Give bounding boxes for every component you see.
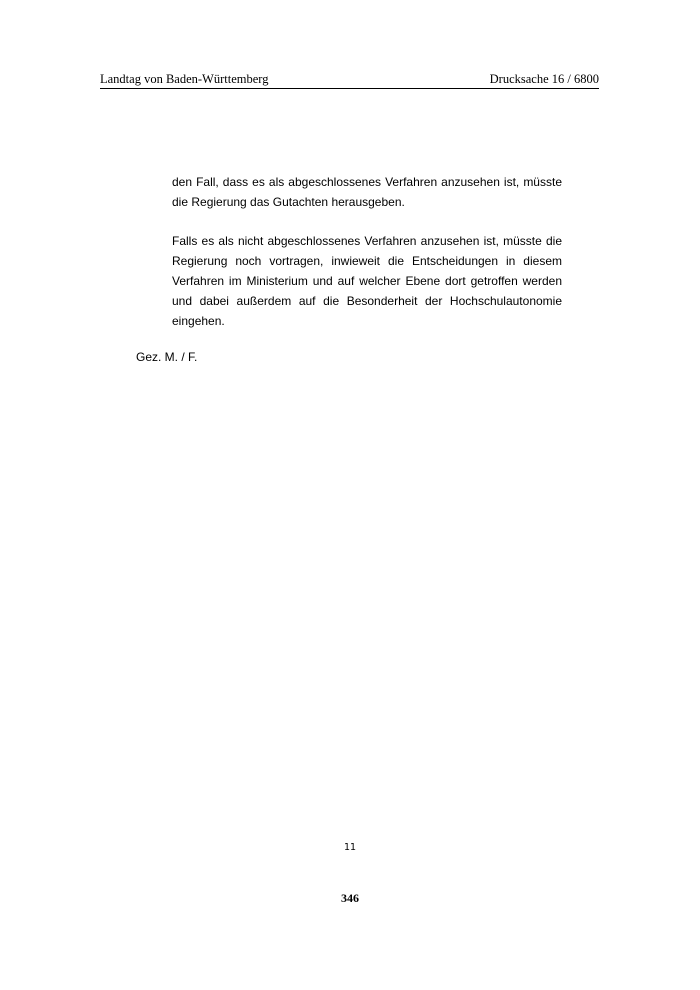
signature-line: Gez. M. / F. bbox=[136, 350, 198, 364]
page-header bbox=[100, 70, 599, 89]
body-paragraph-2: Falls es als nicht abgeschlossenes Verfahren anzusehen ist, müsste die Regierung noch vortragen, inwieweit die Entscheidungen in diesem Verfahren im Ministerium und auf welcher Ebene dort getroffen werden und dabei außerdem auf die Besonderheit der Hochschulautonomie eingehen. bbox=[172, 234, 562, 328]
header-document-number: Drucksache 16 / 6800 bbox=[489, 72, 599, 86]
body-paragraph-1: den Fall, dass es als abgeschlossenes Verfahren anzusehen ist, müsste die Regierung das Gutachten herausgeben. bbox=[172, 175, 562, 209]
page-number: 11 bbox=[343, 842, 357, 853]
header-publisher: Landtag von Baden-Württemberg bbox=[100, 72, 269, 86]
document-page-number: 346 bbox=[341, 891, 359, 905]
